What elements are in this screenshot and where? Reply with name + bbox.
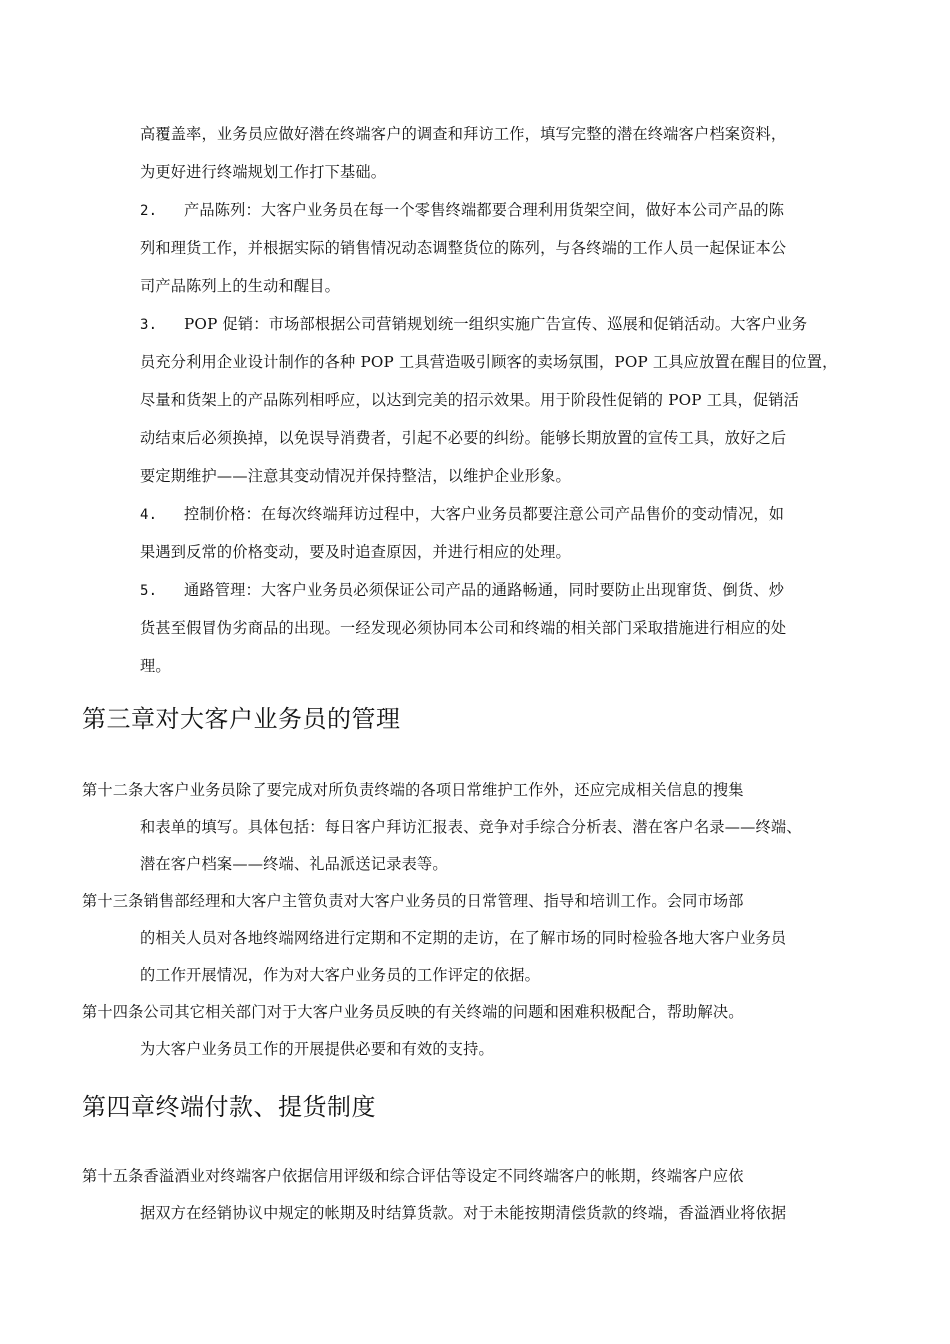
- paragraph-line: 理。: [140, 657, 171, 675]
- list-item-first-line: [140, 314, 807, 335]
- paragraph-line: 据双方在经销协议中规定的帐期及时结算货款。对于未能按期清偿货款的终端，香溢酒业将依据: [140, 1204, 787, 1222]
- paragraph-line: 员充分利用企业设计制作的各种 POP 工具营造吸引顾客的卖场氛围，POP 工具应放置在醒目的位置，: [140, 353, 838, 371]
- paragraph-text: 通路管理：大客户业务员必须保证公司产品的通路畅通，同时要防止出现窜货、倒货、炒: [184, 581, 785, 599]
- paragraph-line: 列和理货工作，并根据实际的销售情况动态调整货位的陈列，与各终端的工作人员一起保证本公: [140, 239, 787, 257]
- article-first-line: 第十三条销售部经理和大客户主管负责对大客户业务员的日常管理、指导和培训工作。会同市场部: [82, 892, 744, 910]
- paragraph-text: POP 促销：市场部根据公司营销规划统一组织实施广告宣传、巡展和促销活动。大客户业务: [184, 315, 808, 333]
- paragraph-text: 控制价格：在每次终端拜访过程中，大客户业务员都要注意公司产品售价的变动情况，如: [184, 505, 785, 523]
- paragraph-line: 潜在客户档案——终端、礼品派送记录表等。: [140, 855, 448, 873]
- paragraph-line: 货甚至假冒伪劣商品的出现。一经发现必须协同本公司和终端的相关部门采取措施进行相应的处: [140, 619, 787, 637]
- list-item-number: 3.: [140, 317, 158, 333]
- article-first-line: 第十四条公司其它相关部门对于大客户业务员反映的有关终端的问题和困难积极配合，帮助解决。: [82, 1003, 744, 1021]
- list-item-number: 5.: [140, 583, 158, 599]
- paragraph-line: 果遇到反常的价格变动，要及时追查原因，并进行相应的处理。: [140, 543, 571, 561]
- list-item-number: 4.: [140, 507, 158, 523]
- paragraph-line: 为大客户业务员工作的开展提供必要和有效的支持。: [140, 1040, 494, 1058]
- paragraph-line: 要定期维护——注意其变动情况并保持整洁，以维护企业形象。: [140, 467, 571, 485]
- list-item-number: 2.: [140, 203, 158, 219]
- paragraph-line: 的相关人员对各地终端网络进行定期和不定期的走访，在了解市场的同时检验各地大客户业务员: [140, 929, 787, 947]
- paragraph-text: 产品陈列：大客户业务员在每一个零售终端都要合理利用货架空间，做好本公司产品的陈: [184, 201, 785, 219]
- paragraph-line: 的工作开展情况，作为对大客户业务员的工作评定的依据。: [140, 966, 541, 984]
- paragraph-line: 和表单的填写。具体包括：每日客户拜访汇报表、竞争对手综合分析表、潜在客户名录——终端、: [140, 818, 802, 836]
- paragraph-line: 为更好进行终端规划工作打下基础。: [140, 163, 387, 181]
- list-item-first-line: [140, 580, 784, 601]
- list-item-first-line: [140, 504, 784, 525]
- article-first-line: 第十五条香溢酒业对终端客户依据信用评级和综合评估等设定不同终端客户的帐期，终端客户应依: [82, 1167, 744, 1185]
- paragraph-line: 动结束后必须换掉，以免误导消费者，引起不必要的纠纷。能够长期放置的宣传工具，放好之后: [140, 429, 787, 447]
- paragraph-line: 司产品陈列上的生动和醒目。: [140, 277, 341, 295]
- paragraph-line: 尽量和货架上的产品陈列相呼应，以达到完美的招示效果。用于阶段性促销的 POP 工具，促销活: [140, 391, 800, 409]
- list-item-first-line: [140, 200, 784, 221]
- chapter-heading: 第三章对大客户业务员的管理: [82, 705, 401, 733]
- paragraph-line: 高覆盖率，业务员应做好潜在终端客户的调查和拜访工作，填写完整的潜在终端客户档案资料，: [140, 125, 787, 143]
- chapter-heading: 第四章终端付款、提货制度: [82, 1093, 376, 1121]
- article-first-line: 第十二条大客户业务员除了要完成对所负责终端的各项日常维护工作外，还应完成相关信息的搜集: [82, 781, 744, 799]
